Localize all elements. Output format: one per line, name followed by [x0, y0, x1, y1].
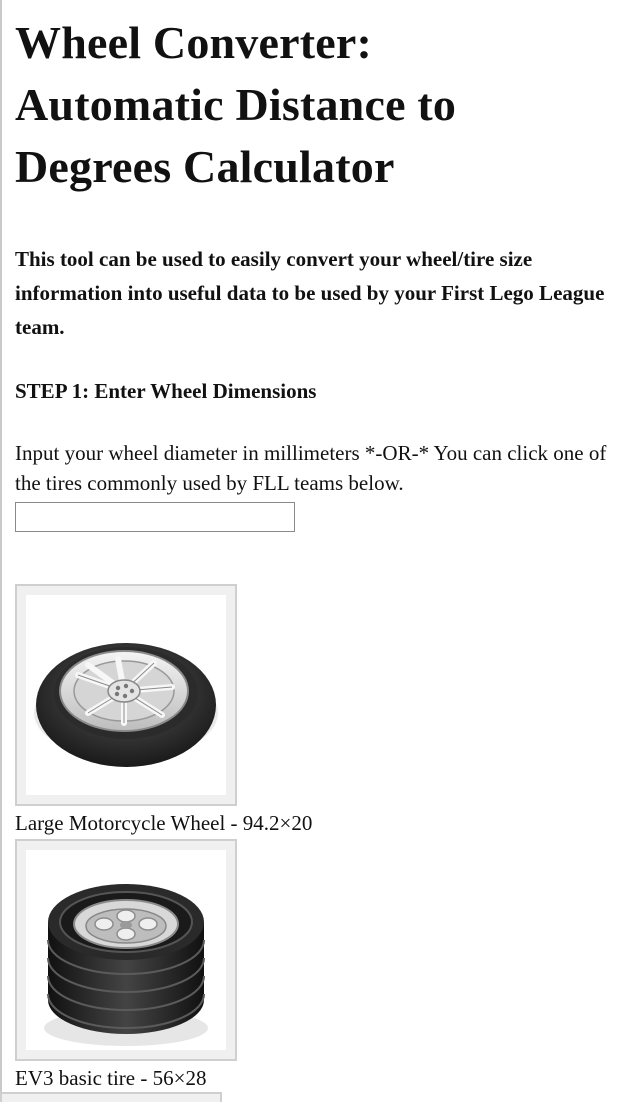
motorcycle-wheel-button[interactable] — [15, 584, 237, 806]
page-content — [15, 0, 635, 532]
wheel-diameter-input[interactable] — [15, 502, 295, 532]
page-title — [15, 12, 635, 198]
tire-option-motorcycle — [15, 584, 312, 838]
motorcycle-wheel-label: Large Motorcycle Wheel - 94.2×20 — [15, 811, 313, 835]
ev3-tire-button[interactable] — [15, 839, 237, 1061]
page-title-line3: Degrees Calculator — [15, 141, 395, 192]
page-left-border — [0, 0, 2, 1096]
page-title-line2: Automatic Distance to — [15, 79, 457, 130]
ev3-tire-label: EV3 basic tire - 56×28 — [15, 1066, 207, 1090]
tire-option-ev3 — [15, 839, 237, 1093]
intro-text: This tool can be used to easily convert your wheel/tire size information into useful data to be used by your First Lego League team. — [15, 247, 605, 339]
step1-instructions: Input your wheel diameter in millimeters *-OR-* You can click one of the tires commonly used by FLL teams below. — [15, 441, 607, 495]
page-title-line1: Wheel Converter: — [15, 17, 373, 68]
tire-option-next-button[interactable] — [0, 1092, 222, 1102]
step1-heading: STEP 1: Enter Wheel Dimensions — [15, 379, 317, 403]
motorcycle-wheel-icon — [26, 595, 226, 795]
ev3-tire-icon — [26, 850, 226, 1050]
